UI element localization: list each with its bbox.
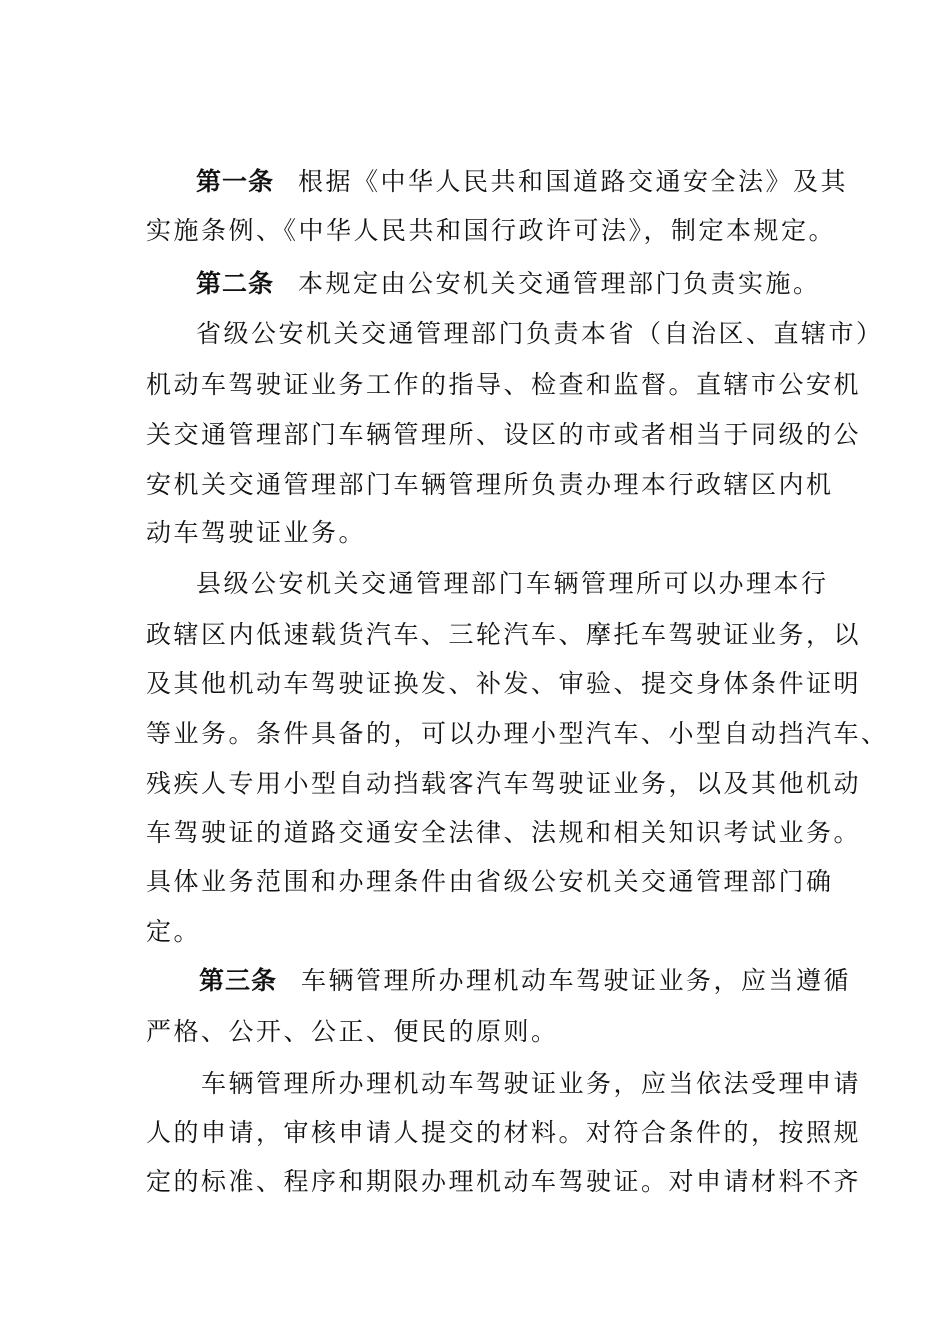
article-2-para-3-line: 县级公安机关交通管理部门车辆管理所可以办理本行 — [196, 569, 829, 598]
article-2-para-3-line: 车驾驶证的道路交通安全法律、法规和相关知识考试业务。 — [146, 818, 862, 847]
article-3-para-2-line: 人的申请，审核申请人提交的材料。对符合条件的，按照规 — [146, 1118, 862, 1147]
article-2-para-3-line: 残疾人专用小型自动挡载客汽车驾驶证业务，以及其他机动 — [146, 769, 862, 798]
article-2-para-2-line: 省级公安机关交通管理部门负责本省（自治区、直辖市） — [196, 319, 884, 348]
article-1-line-1 — [196, 166, 848, 198]
article-2-para-3-line: 政辖区内低速载货汽车、三轮汽车、摩托车驾驶证业务，以 — [146, 620, 862, 649]
article-3-para-2-line: 定的标准、程序和期限办理机动车驾驶证。对申请材料不齐 — [146, 1167, 862, 1196]
article-2-para-3-line: 定。 — [146, 917, 202, 946]
article-3-line-1 — [199, 965, 851, 997]
article-1-text: 根据《中华人民共和国道路交通安全法》及其 — [298, 167, 849, 196]
article-2-para-3-line: 及其他机动车驾驶证换发、补发、审验、提交身体条件证明 — [146, 669, 862, 698]
article-3-line-2: 严格、公开、公正、便民的原则。 — [146, 1017, 559, 1046]
article-3-label: 第三条 — [199, 966, 278, 995]
article-1-line-2: 实施条例、《中华人民共和国行政许可法》，制定本规定。 — [146, 216, 837, 245]
article-2-para-3-line: 等业务。条件具备的，可以办理小型汽车、小型自动挡汽车、 — [146, 719, 889, 748]
article-2-para-2-line: 动车驾驶证业务。 — [146, 518, 367, 547]
article-3-text: 车辆管理所办理机动车驾驶证业务，应当遵循 — [301, 966, 852, 995]
article-1-label: 第一条 — [196, 167, 275, 196]
article-2-line-1 — [196, 268, 821, 300]
article-2-para-2-line: 安机关交通管理部门车辆管理所负责办理本行政辖区内机 — [146, 470, 834, 499]
article-3-para-2-line: 车辆管理所办理机动车驾驶证业务，应当依法受理申请 — [201, 1069, 862, 1098]
article-2-para-2-line: 机动车驾驶证业务工作的指导、检查和监督。直辖市公安机 — [146, 370, 862, 399]
article-2-para-2-line: 关交通管理部门车辆管理所、设区的市或者相当于同级的公 — [146, 420, 862, 449]
article-2-para-3-line: 具体业务范围和办理条件由省级公安机关交通管理部门确 — [146, 867, 834, 896]
article-2-text: 本规定由公安机关交通管理部门负责实施。 — [298, 269, 821, 298]
article-2-label: 第二条 — [196, 269, 275, 298]
